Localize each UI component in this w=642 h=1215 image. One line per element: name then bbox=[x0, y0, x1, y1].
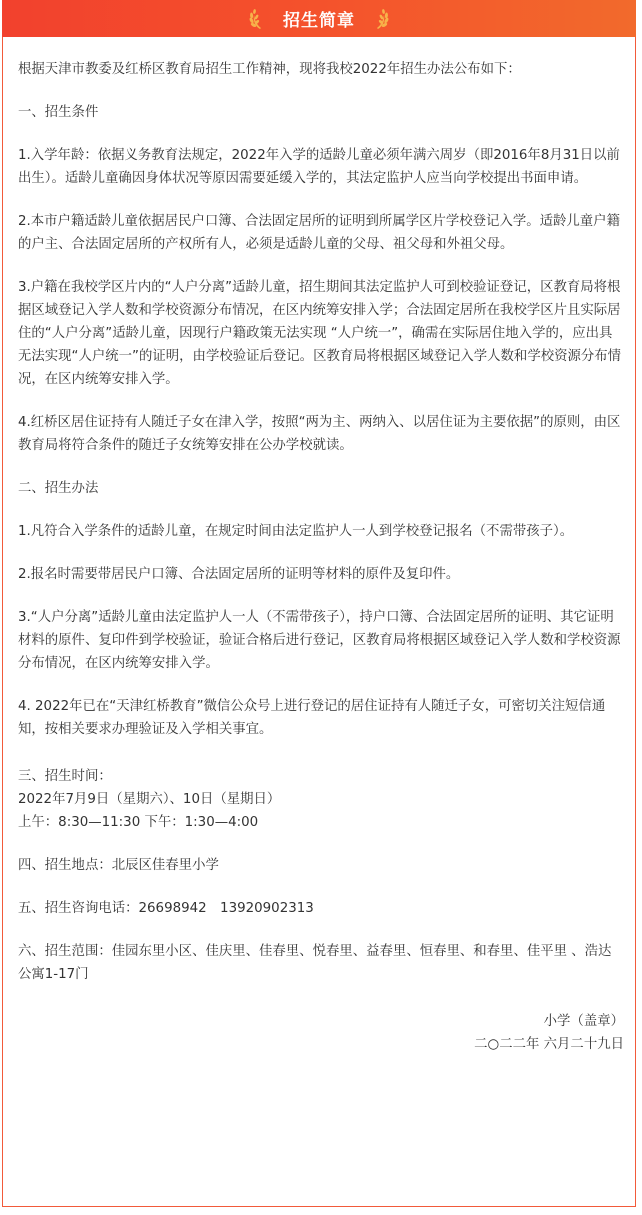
title-banner bbox=[2, 0, 636, 37]
section-heading: 一、招生条件 bbox=[18, 105, 99, 120]
paragraph: 2.报名时需要带居民户口簿、合法固定居所的证明等材料的原件及复印件。 bbox=[18, 567, 460, 582]
signature-date: 二○二二年 六月二十九日 bbox=[474, 1037, 624, 1052]
paragraph: 4. 2022年已在“天津红桥教育”微信公众号上进行登记的居住证持有人随迁子女，可密切关注短信通知，按相关要求办理验证及入学相关事宜。 bbox=[18, 699, 606, 737]
school-signature: 小学（盖章） bbox=[543, 1014, 624, 1029]
intro-paragraph: 根据天津市教委及红桥区教育局招生工作精神，现将我校2022年招生办法公布如下： bbox=[18, 62, 521, 77]
paragraph: 2.本市户籍适龄儿童依据居民户口簿、合法固定居所的证明到所属学区片学校登记入学。适龄儿童户籍的户主、合法固定居所的产权所有人，必须是适龄儿童的父母、祖父母和外祖父母。 bbox=[18, 214, 620, 252]
section-heading: 三、招生时间： bbox=[18, 769, 112, 784]
contact-phone: 五、招生咨询电话：26698942 13920902313 bbox=[18, 901, 314, 916]
enrollment-dates: 2022年7月9日（星期六）、10日（星期日） bbox=[18, 792, 281, 807]
paragraph: 1.入学年龄：依据义务教育法规定，2022年入学的适龄儿童必须年满六周岁（即2016年8月31日以前出生）。适龄儿童确因身体状况等原因需要延缓入学的，其法定监护人应当向学校提出书面申请。 bbox=[18, 148, 620, 186]
paragraph: 4.红桥区居住证持有人随迁子女在津入学，按照“两为主、两纳入、以居住证为主要依据”的原则，由区教育局将符合条件的随迁子女统筹安排在公办学校就读。 bbox=[18, 415, 621, 453]
section-heading: 二、招生办法 bbox=[18, 481, 99, 496]
laurel-right-icon bbox=[369, 7, 391, 31]
page-title: 招生简章 bbox=[283, 11, 355, 31]
paragraph: 3.户籍在我校学区片内的“人户分离”适龄儿童，招生期间其法定监护人可到校验证登记，区教育局将根据区域登记入学人数和学校资源分布情况，在区内统筹安排入学；合法固定居所在我校学区片且实际居住的“人户分离”适龄儿童，因现行户籍政策无法实现 “人户统一”，确需在实际居住地入学的，应出具无法实现“人户统一”的证明，由学校验证后登记。区教育局将根据区域登记入学人数和学校资源分布情况，在区内统筹安排入学。 bbox=[18, 280, 622, 387]
enrollment-hours: 上午：8:30—11:30 下午：1:30—4:00 bbox=[18, 815, 259, 830]
enrollment-location: 四、招生地点：北辰区佳春里小学 bbox=[18, 858, 219, 873]
article-body bbox=[18, 58, 624, 1056]
laurel-left-icon bbox=[247, 7, 269, 31]
paragraph: 1.凡符合入学条件的适龄儿童，在规定时间由法定监护人一人到学校登记报名（不需带孩子）。 bbox=[18, 524, 574, 539]
paragraph: 3.“人户分离”适龄儿童由法定监护人一人（不需带孩子），持户口簿、合法固定居所的证明、其它证明材料的原件、复印件到学校验证，验证合格后进行登记，区教育局将根据区域登记入学人数和学校资源分布情况，在区内统筹安排入学。 bbox=[18, 610, 621, 671]
enrollment-area: 六、招生范围：佳园东里小区、佳庆里、佳春里、悦春里、益春里、恒春里、和春里、佳平里 、浩达公寓1-17门 bbox=[18, 944, 612, 982]
